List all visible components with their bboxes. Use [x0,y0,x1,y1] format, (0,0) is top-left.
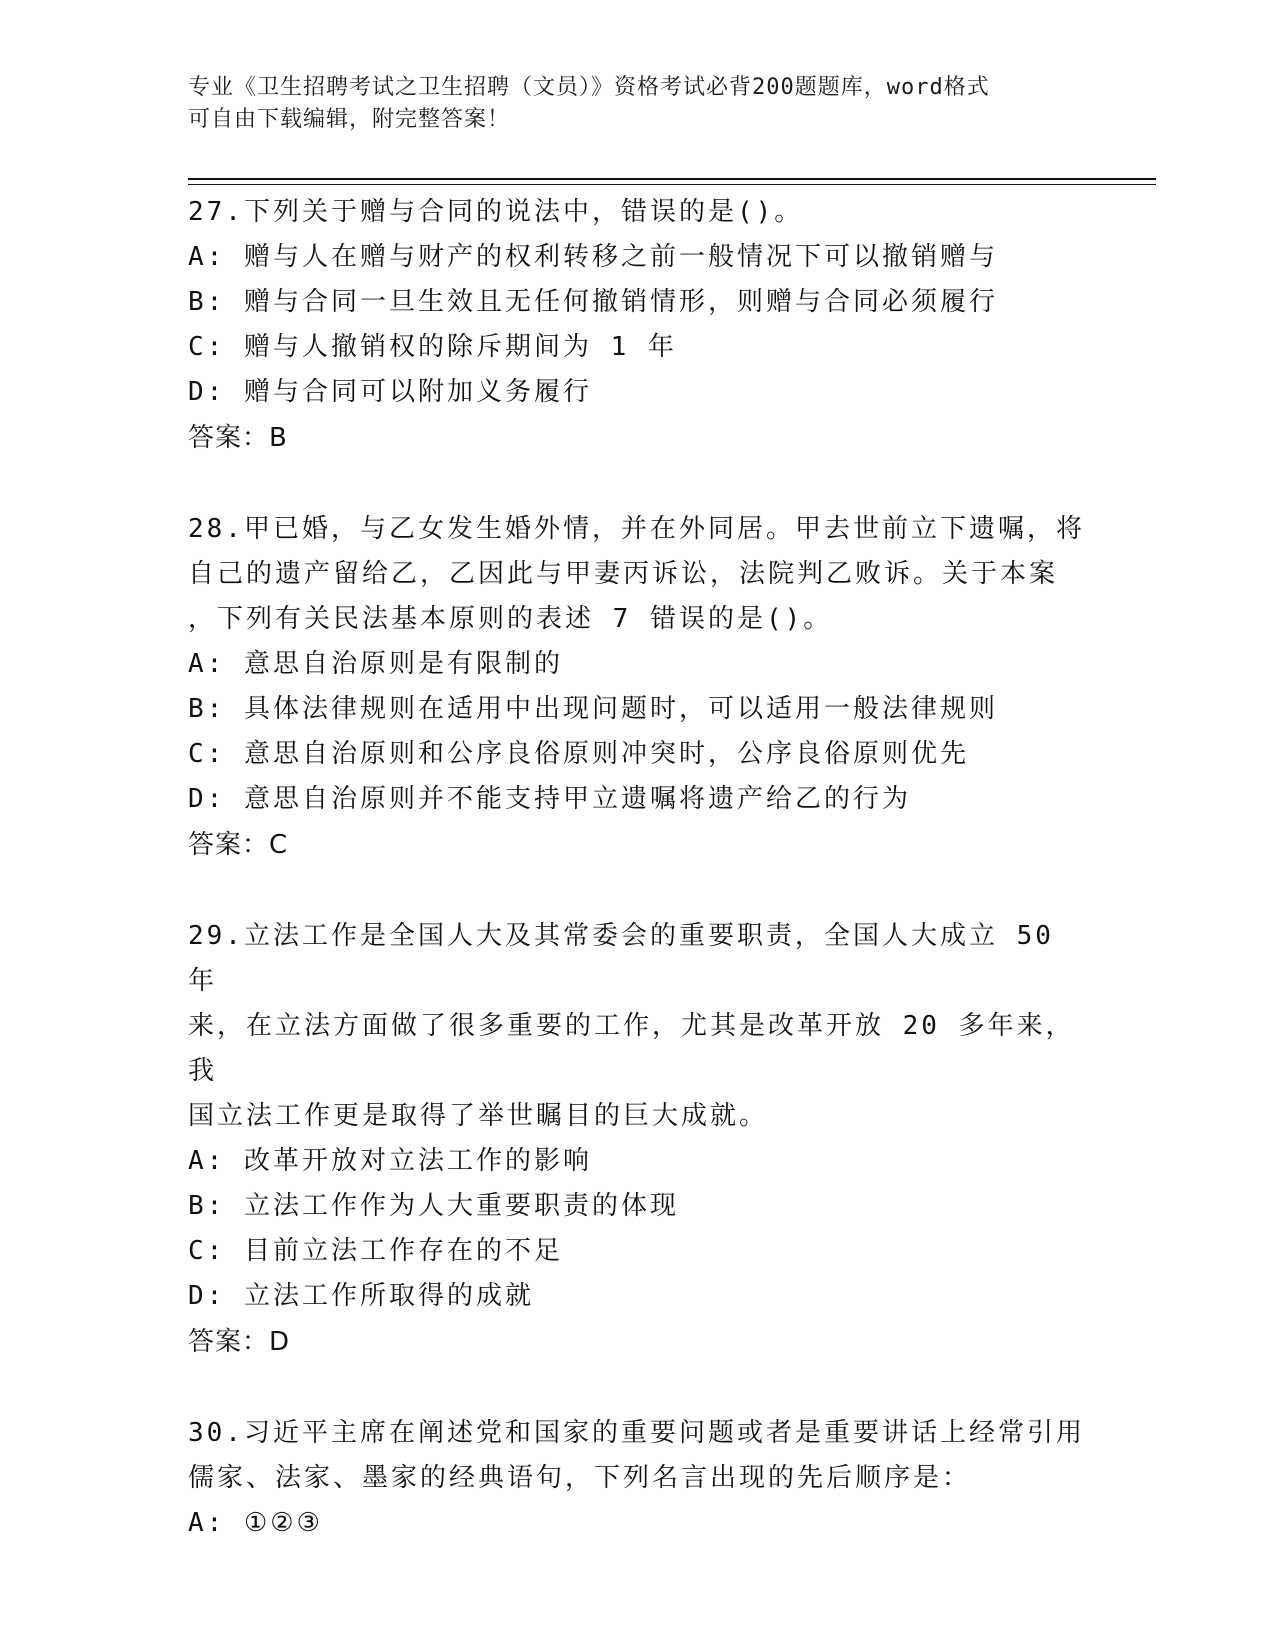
question-30 [188,1411,1088,1546]
option-b: B: 立法工作作为人大重要职责的体现 [188,1191,679,1221]
option-a: A: 赠与人在赠与财产的权利转移之前一般情况下可以撤销赠与 [188,242,998,272]
option-b: B: 具体法律规则在适用中出现问题时，可以适用一般法律规则 [188,694,998,724]
question-stem-line: 来，在立法方面做了很多重要的工作，尤其是改革开放 20 多年来，我 [188,1011,1075,1086]
header-divider-thin [188,184,1156,185]
question-28 [188,507,1088,868]
question-stem-line: 儒家、法家、墨家的经典语句，下列名言出现的先后顺序是： [188,1463,972,1493]
document-header [188,72,1068,136]
option-b: B: 赠与合同一旦生效且无任何撤销情形，则赠与合同必须履行 [188,287,998,317]
header-line-2: 可自由下载编辑，附完整答案！ [188,107,511,132]
question-stem-line: 30.习近平主席在阐述党和国家的重要问题或者是重要讲话上经常引用 [188,1418,1085,1448]
question-stem-line: 自己的遗产留给乙，乙因此与甲妻丙诉讼，法院判乙败诉。关于本案 [188,559,1059,589]
option-d: D: 立法工作所取得的成就 [188,1281,534,1311]
question-stem-line: 28.甲已婚，与乙女发生婚外情，并在外同居。甲去世前立下遗嘱，将 [188,514,1085,544]
header-line-1: 专业《卫生招聘考试之卫生招聘（文员）》资格考试必背200题题库，word格式 [188,75,990,100]
option-a: A: ①②③ [188,1508,323,1538]
option-c: C: 赠与人撤销权的除斥期间为 1 年 [188,332,677,362]
question-stem-line: 29.立法工作是全国人大及其常委会的重要职责，全国人大成立 50 年 [188,921,1054,996]
option-d: D: 赠与合同可以附加义务履行 [188,377,592,407]
question-27 [188,190,1088,461]
header-divider-thick [188,178,1156,180]
option-a: A: 改革开放对立法工作的影响 [188,1146,592,1176]
question-stem-line: 27.下列关于赠与合同的说法中，错误的是()。 [188,197,804,227]
question-stem-line: ，下列有关民法基本原则的表述 7 错误的是()。 [188,604,833,634]
answer-line: 答案：C [188,830,289,860]
question-stem-line: 国立法工作更是取得了举世瞩目的巨大成就。 [188,1101,769,1131]
option-c: C: 意思自治原则和公序良俗原则冲突时，公序良俗原则优先 [188,739,969,769]
option-a: A: 意思自治原则是有限制的 [188,649,563,679]
answer-line: 答案：B [188,423,288,453]
question-list [188,190,1088,1592]
answer-line: 答案：D [188,1327,291,1357]
question-29 [188,914,1088,1365]
option-c: C: 目前立法工作存在的不足 [188,1236,563,1266]
option-d: D: 意思自治原则并不能支持甲立遗嘱将遗产给乙的行为 [188,784,911,814]
